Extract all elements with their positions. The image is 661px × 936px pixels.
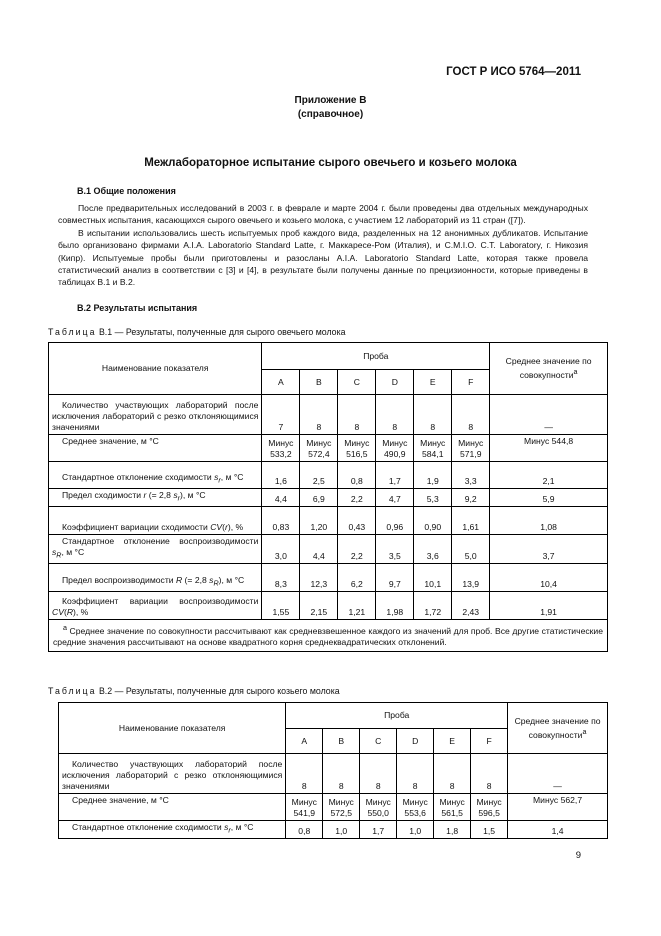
table-goat-milk [58, 702, 608, 839]
cell: 4,4 [300, 535, 338, 564]
page-number: 9 [575, 850, 581, 861]
cell: 1,6 [262, 462, 300, 489]
cell-mean: 1,4 [508, 821, 608, 839]
cell: 1,0 [323, 821, 360, 839]
cell: 12,3 [300, 563, 338, 591]
sample-header: C [338, 370, 376, 395]
row-label: Стандартное отклонение воспроизводимости $s_R$, м °С [49, 535, 262, 564]
cell: 4,7 [376, 489, 414, 507]
cell: 5,3 [414, 489, 452, 507]
cell: Минус 571,9 [452, 435, 490, 462]
cell: 2,43 [452, 591, 490, 619]
row-label: Стандартное отклонение сходимости $s_r$, м °С [59, 821, 286, 839]
cell-mean: Минус 544,8 [490, 435, 608, 462]
sample-header: E [434, 729, 471, 754]
cell: 1,8 [434, 821, 471, 839]
cell: 8 [414, 395, 452, 435]
row-label: Стандартное отклонение сходимости $s_r$, м °С [49, 462, 262, 489]
row-label: Среднее значение, м °С [59, 794, 286, 821]
cell: 8 [300, 395, 338, 435]
table-row [49, 435, 608, 462]
sample-header: C [360, 729, 397, 754]
cell: 1,5 [471, 821, 508, 839]
row-label: Коэффициент вариации сходимости CV(r), % [49, 507, 262, 535]
header-parameter: Наименование показателя [49, 343, 262, 395]
sample-header: D [376, 370, 414, 395]
cell: Минус 490,9 [376, 435, 414, 462]
table-row [49, 395, 608, 435]
cell: 3,0 [262, 535, 300, 564]
cell: 9,2 [452, 489, 490, 507]
cell: 1,9 [414, 462, 452, 489]
header-mean: Среднее значение по совокупности$^a$ [490, 343, 608, 395]
standard-number: ГОСТ Р ИСО 5764—2011 [446, 66, 581, 78]
cell: 7 [262, 395, 300, 435]
cell: 0,96 [376, 507, 414, 535]
cell-mean: — [490, 395, 608, 435]
sample-header: A [286, 729, 323, 754]
paragraph: После предварительных исследований в 2003 г. в феврале и марте 2004 г. были проведены два отдельных международных совместных испытания, касающихся сырого овечьего и козьего молока, с участием 12 лабораторий из 11 стран ([7]). [58, 203, 588, 226]
cell: 8 [323, 754, 360, 794]
caption-word: Таблица [48, 327, 97, 337]
table2-caption [48, 686, 340, 696]
table-row [59, 754, 608, 794]
cell: Минус 584,1 [414, 435, 452, 462]
cell-mean: 3,7 [490, 535, 608, 564]
cell-mean: 10,4 [490, 563, 608, 591]
sample-header: B [323, 729, 360, 754]
sample-header: B [300, 370, 338, 395]
cell: 1,20 [300, 507, 338, 535]
cell: 13,9 [452, 563, 490, 591]
cell: 6,9 [300, 489, 338, 507]
cell: 1,72 [414, 591, 452, 619]
cell: 2,2 [338, 535, 376, 564]
row-label: Количество участвующих лабораторий после исключения лабораторий с резко отклоняющимися значениями [49, 395, 262, 435]
cell: 3,5 [376, 535, 414, 564]
cell-mean: 5,9 [490, 489, 608, 507]
appendix-title: Приложение В [294, 95, 367, 106]
cell: 9,7 [376, 563, 414, 591]
cell: 1,7 [360, 821, 397, 839]
header-mean: Среднее значение по совокупности$^a$ [508, 703, 608, 754]
table-row [49, 563, 608, 591]
cell: 4,4 [262, 489, 300, 507]
row-label: Предел сходимости r (= 2,8 $s_r$), м °С [49, 489, 262, 507]
header-sample: Проба [286, 703, 508, 729]
cell: 0,43 [338, 507, 376, 535]
table-row [49, 462, 608, 489]
cell: 1,0 [397, 821, 434, 839]
sample-header: E [414, 370, 452, 395]
table-row [49, 591, 608, 619]
row-label: Коэффициент вариации воспроизводимости CV(R), % [49, 591, 262, 619]
cell: 0,83 [262, 507, 300, 535]
cell: Минус 572,5 [323, 794, 360, 821]
table-row [59, 821, 608, 839]
sample-header: D [397, 729, 434, 754]
table-sheep-milk [48, 342, 608, 652]
cell: Минус 553,6 [397, 794, 434, 821]
table-footnote-row [49, 619, 608, 651]
cell: Минус 572,4 [300, 435, 338, 462]
cell-mean: Минус 562,7 [508, 794, 608, 821]
cell: 1,55 [262, 591, 300, 619]
sample-header: F [452, 370, 490, 395]
section-heading-results: В.2 Результаты испытания [77, 303, 198, 313]
cell: 8 [397, 754, 434, 794]
cell: 0,8 [286, 821, 323, 839]
paragraph: В испытании использовались шесть испытуемых проб каждого вида, разделенных на 12 анонимных дубликатов. Испытание было организовано фирмами A.I.A. Laboratorio Standard Latte, г. Маккаресе-Ром (Италия), и C.M.I.O. C.T. Laboratory, г. Никозия (Кипр). Испытуемые пробы были приготовлены и разосланы A.I.A. Laboratorio Standard Latte, которая также провела статистический анализ в соответствии с [3] и [4], в результате были получены данные по прецизионности, которые приведены в таблицах В.1 и В.2. [58, 227, 588, 288]
section-heading-general: В.1 Общие положения [77, 186, 176, 196]
cell: Минус 541,9 [286, 794, 323, 821]
cell: 8 [286, 754, 323, 794]
cell: 1,21 [338, 591, 376, 619]
row-label: Среднее значение, м °С [49, 435, 262, 462]
cell: 6,2 [338, 563, 376, 591]
table-row [59, 794, 608, 821]
cell: 1,7 [376, 462, 414, 489]
sample-header: F [471, 729, 508, 754]
cell-mean: 2,1 [490, 462, 608, 489]
main-title: Межлабораторное испытание сырого овечьего и козьего молока [144, 157, 517, 169]
cell: 5,0 [452, 535, 490, 564]
table-row [49, 489, 608, 507]
cell: Минус 533,2 [262, 435, 300, 462]
cell: 3,6 [414, 535, 452, 564]
cell: 8 [471, 754, 508, 794]
cell: 10,1 [414, 563, 452, 591]
table-row [49, 507, 608, 535]
cell-mean: 1,91 [490, 591, 608, 619]
header-parameter: Наименование показателя [59, 703, 286, 754]
row-label: Количество участвующих лабораторий после исключения лабораторий с резко отклоняющимися значениями [59, 754, 286, 794]
cell: 2,5 [300, 462, 338, 489]
cell: 1,61 [452, 507, 490, 535]
caption-text: В.2 — Результаты, полученные для сырого козьего молока [96, 686, 340, 696]
sample-header: A [262, 370, 300, 395]
appendix-subtitle: (справочное) [297, 109, 364, 120]
cell: 8 [434, 754, 471, 794]
cell: 8 [376, 395, 414, 435]
table1-caption [48, 327, 346, 337]
row-label: Предел воспроизводимости R (= 2,8 $s_R$), м °С [49, 563, 262, 591]
cell: 8 [360, 754, 397, 794]
table-row [49, 535, 608, 564]
cell: 2,15 [300, 591, 338, 619]
cell: Минус 561,5 [434, 794, 471, 821]
table-footnote: $^a$ Среднее значение по совокупности рассчитывают как средневзвешенное каждого из значений для проб. Все другие статистические средние значения рассчитывают на основе квадратного корня среднеквадратических отклонений. [49, 619, 608, 651]
cell: 3,3 [452, 462, 490, 489]
cell: 2,2 [338, 489, 376, 507]
caption-word: Таблица [48, 686, 97, 696]
cell-mean: 1,08 [490, 507, 608, 535]
cell: 8,3 [262, 563, 300, 591]
cell-mean: — [508, 754, 608, 794]
cell: 8 [338, 395, 376, 435]
cell: Минус 516,5 [338, 435, 376, 462]
cell: 8 [452, 395, 490, 435]
cell: Минус 550,0 [360, 794, 397, 821]
caption-text: В.1 — Результаты, полученные для сырого овечьего молока [96, 327, 346, 337]
cell: 0,8 [338, 462, 376, 489]
cell: Минус 596,5 [471, 794, 508, 821]
header-sample: Проба [262, 343, 490, 370]
section-general-text [58, 202, 588, 289]
cell: 1,98 [376, 591, 414, 619]
cell: 0,90 [414, 507, 452, 535]
